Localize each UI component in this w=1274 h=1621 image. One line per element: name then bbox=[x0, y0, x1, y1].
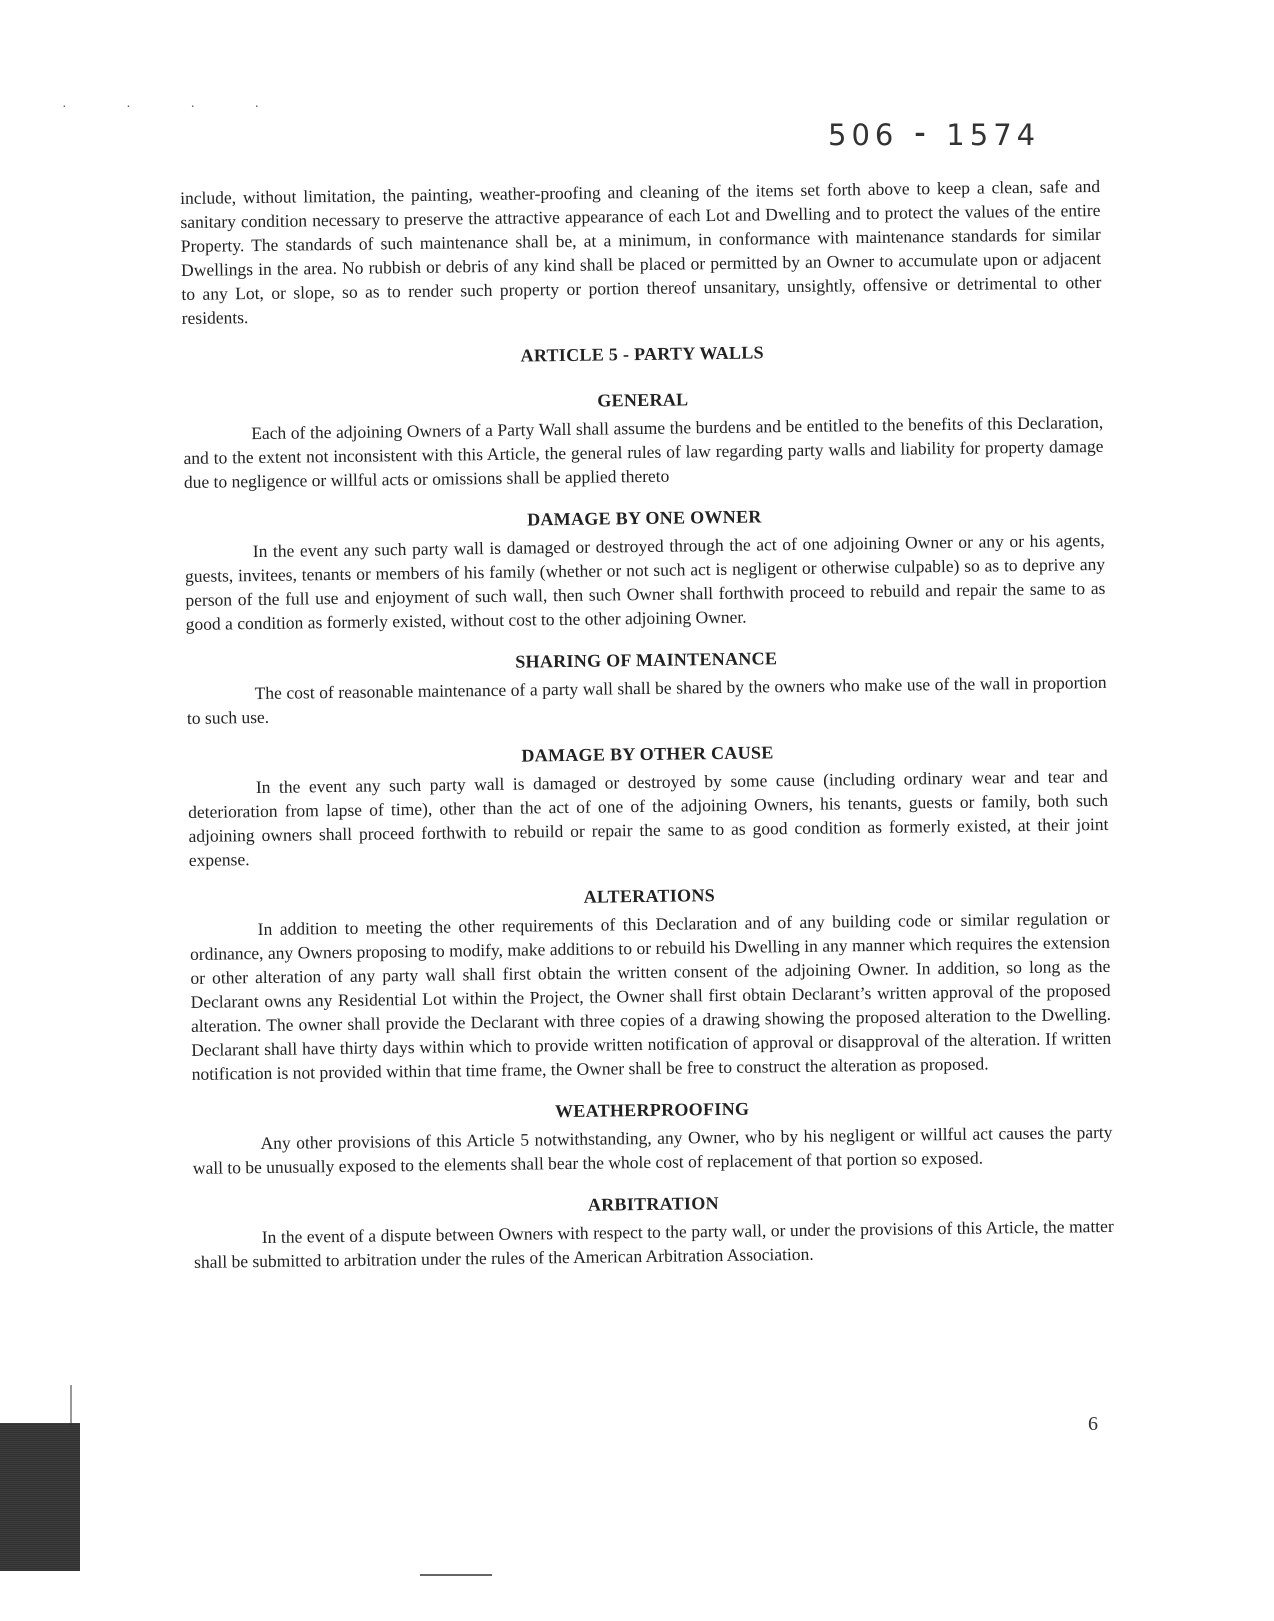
article-title: ARTICLE 5 - PARTY WALLS bbox=[520, 342, 765, 366]
section-text: In the event of a dispute between Owners with respect to the party wall, or under the provisions of this Article, the matter shall be submitted to arbitration under the rules of the American Arbitration Association. bbox=[193, 1215, 1114, 1272]
section-heading: WEATHERPROOFING bbox=[554, 1098, 750, 1122]
section-text: In addition to meeting the other requirements of this Declaration and of any building code or similar regulation or ordinance, any Owners proposing to modify, make additions to or rebuild his Dwelling in any manner which requires the extension or other alteration of any party wall shall first obtain the written consent of the adjoining Owner. In addition, so long as the Declarant owns any Residential Lot within the Project, the Owner shall first obtain Declarant’s written approval of the proposed alteration. The owner shall provide the Declarant with three copies of a drawing showing the proposed alteration to the Dwelling. Declarant shall have thirty days within which to provide written notification of approval or disapproval of the alteration. If written notification is not provided within that time frame, the Owner shall be free to construct the alteration as proposed. bbox=[189, 907, 1112, 1084]
section-arbitration bbox=[193, 1186, 1114, 1274]
section-heading: ALTERATIONS bbox=[583, 885, 716, 907]
section-alterations bbox=[189, 878, 1111, 1086]
section-text: Each of the adjoining Owners of a Party Wall shall assume the burdens and be entitled to the benefits of this Declaration, and to the extent not inconsistent with this Article, the general rules of law regarding party walls and liability for property damage due to negligence or willful acts or omissions shall be applied thereto bbox=[183, 411, 1104, 492]
scan-artifact-line bbox=[70, 1385, 72, 1425]
scan-artifact-block bbox=[0, 1423, 80, 1571]
bottom-rule bbox=[420, 1574, 492, 1576]
section-heading: DAMAGE BY ONE OWNER bbox=[526, 506, 762, 530]
book-page-number: 506 ⁃ 1574 bbox=[828, 118, 1041, 152]
section-damage-by-one-owner bbox=[184, 500, 1106, 636]
section-text: Any other provisions of this Article 5 notwithstanding, any Owner, who by his negligent or willful act causes the party wall to be unusually exposed to the elements shall bear the whole cost of replacement of that portion so exposed. bbox=[192, 1121, 1113, 1178]
document-body bbox=[180, 174, 1114, 1274]
section-weatherproofing bbox=[192, 1092, 1113, 1180]
section-text: The cost of reasonable maintenance of a party wall shall be shared by the owners who make use of the wall in proportion to such use. bbox=[186, 671, 1107, 728]
page-number: 6 bbox=[1088, 1413, 1098, 1435]
scan-specks: · · · · bbox=[62, 100, 288, 115]
section-text: In the event any such party wall is damaged or destroyed through the act of one adjoining Owner or any or his agents, guests, invitees, tenants or members of his family (whether or not such act is negligent or otherwise culpable) so as to deprive any person of the full use and enjoyment of such wall, then such Owner shall forthwith proceed to rebuild and repair the same to as good a condition as formerly existed, without cost to the other adjoining Owner. bbox=[184, 529, 1106, 634]
section-general bbox=[183, 382, 1104, 494]
section-text: In the event any such party wall is damaged or destroyed by some cause (including ordinary wear and tear and deterioration from lapse of time), other than the act of one of the adjoining Owners, his tenants, guests or family, both such adjoining owners shall proceed forthwith to rebuild or repair the same to as good condition as formerly existed, at their joint expense. bbox=[188, 765, 1109, 870]
section-damage-by-other-cause bbox=[187, 736, 1109, 872]
section-heading: ARBITRATION bbox=[587, 1193, 719, 1215]
section-heading: DAMAGE BY OTHER CAUSE bbox=[521, 742, 774, 766]
section-sharing-of-maintenance bbox=[186, 642, 1107, 730]
intro-paragraph: include, without limitation, the painting, weather-proofing and cleaning of the items set forth above to keep a clean, safe and sanitary condition necessary to preserve the attractive appearance of each Lot and Dwelling and to protect the values of the entire Property. The standards of such maintenance shall be, at a minimum, in conformance with maintenance standards for similar Dwellings in the area. No rubbish or debris of any kind shall be placed or permitted by an Owner to accumulate upon or adjacent to any Lot, or slope, so as to render such property or portion thereof unsanitary, unsightly, offensive or detrimental to other residents. bbox=[180, 175, 1102, 328]
section-heading: GENERAL bbox=[597, 389, 689, 411]
section-heading: SHARING OF MAINTENANCE bbox=[515, 648, 778, 672]
